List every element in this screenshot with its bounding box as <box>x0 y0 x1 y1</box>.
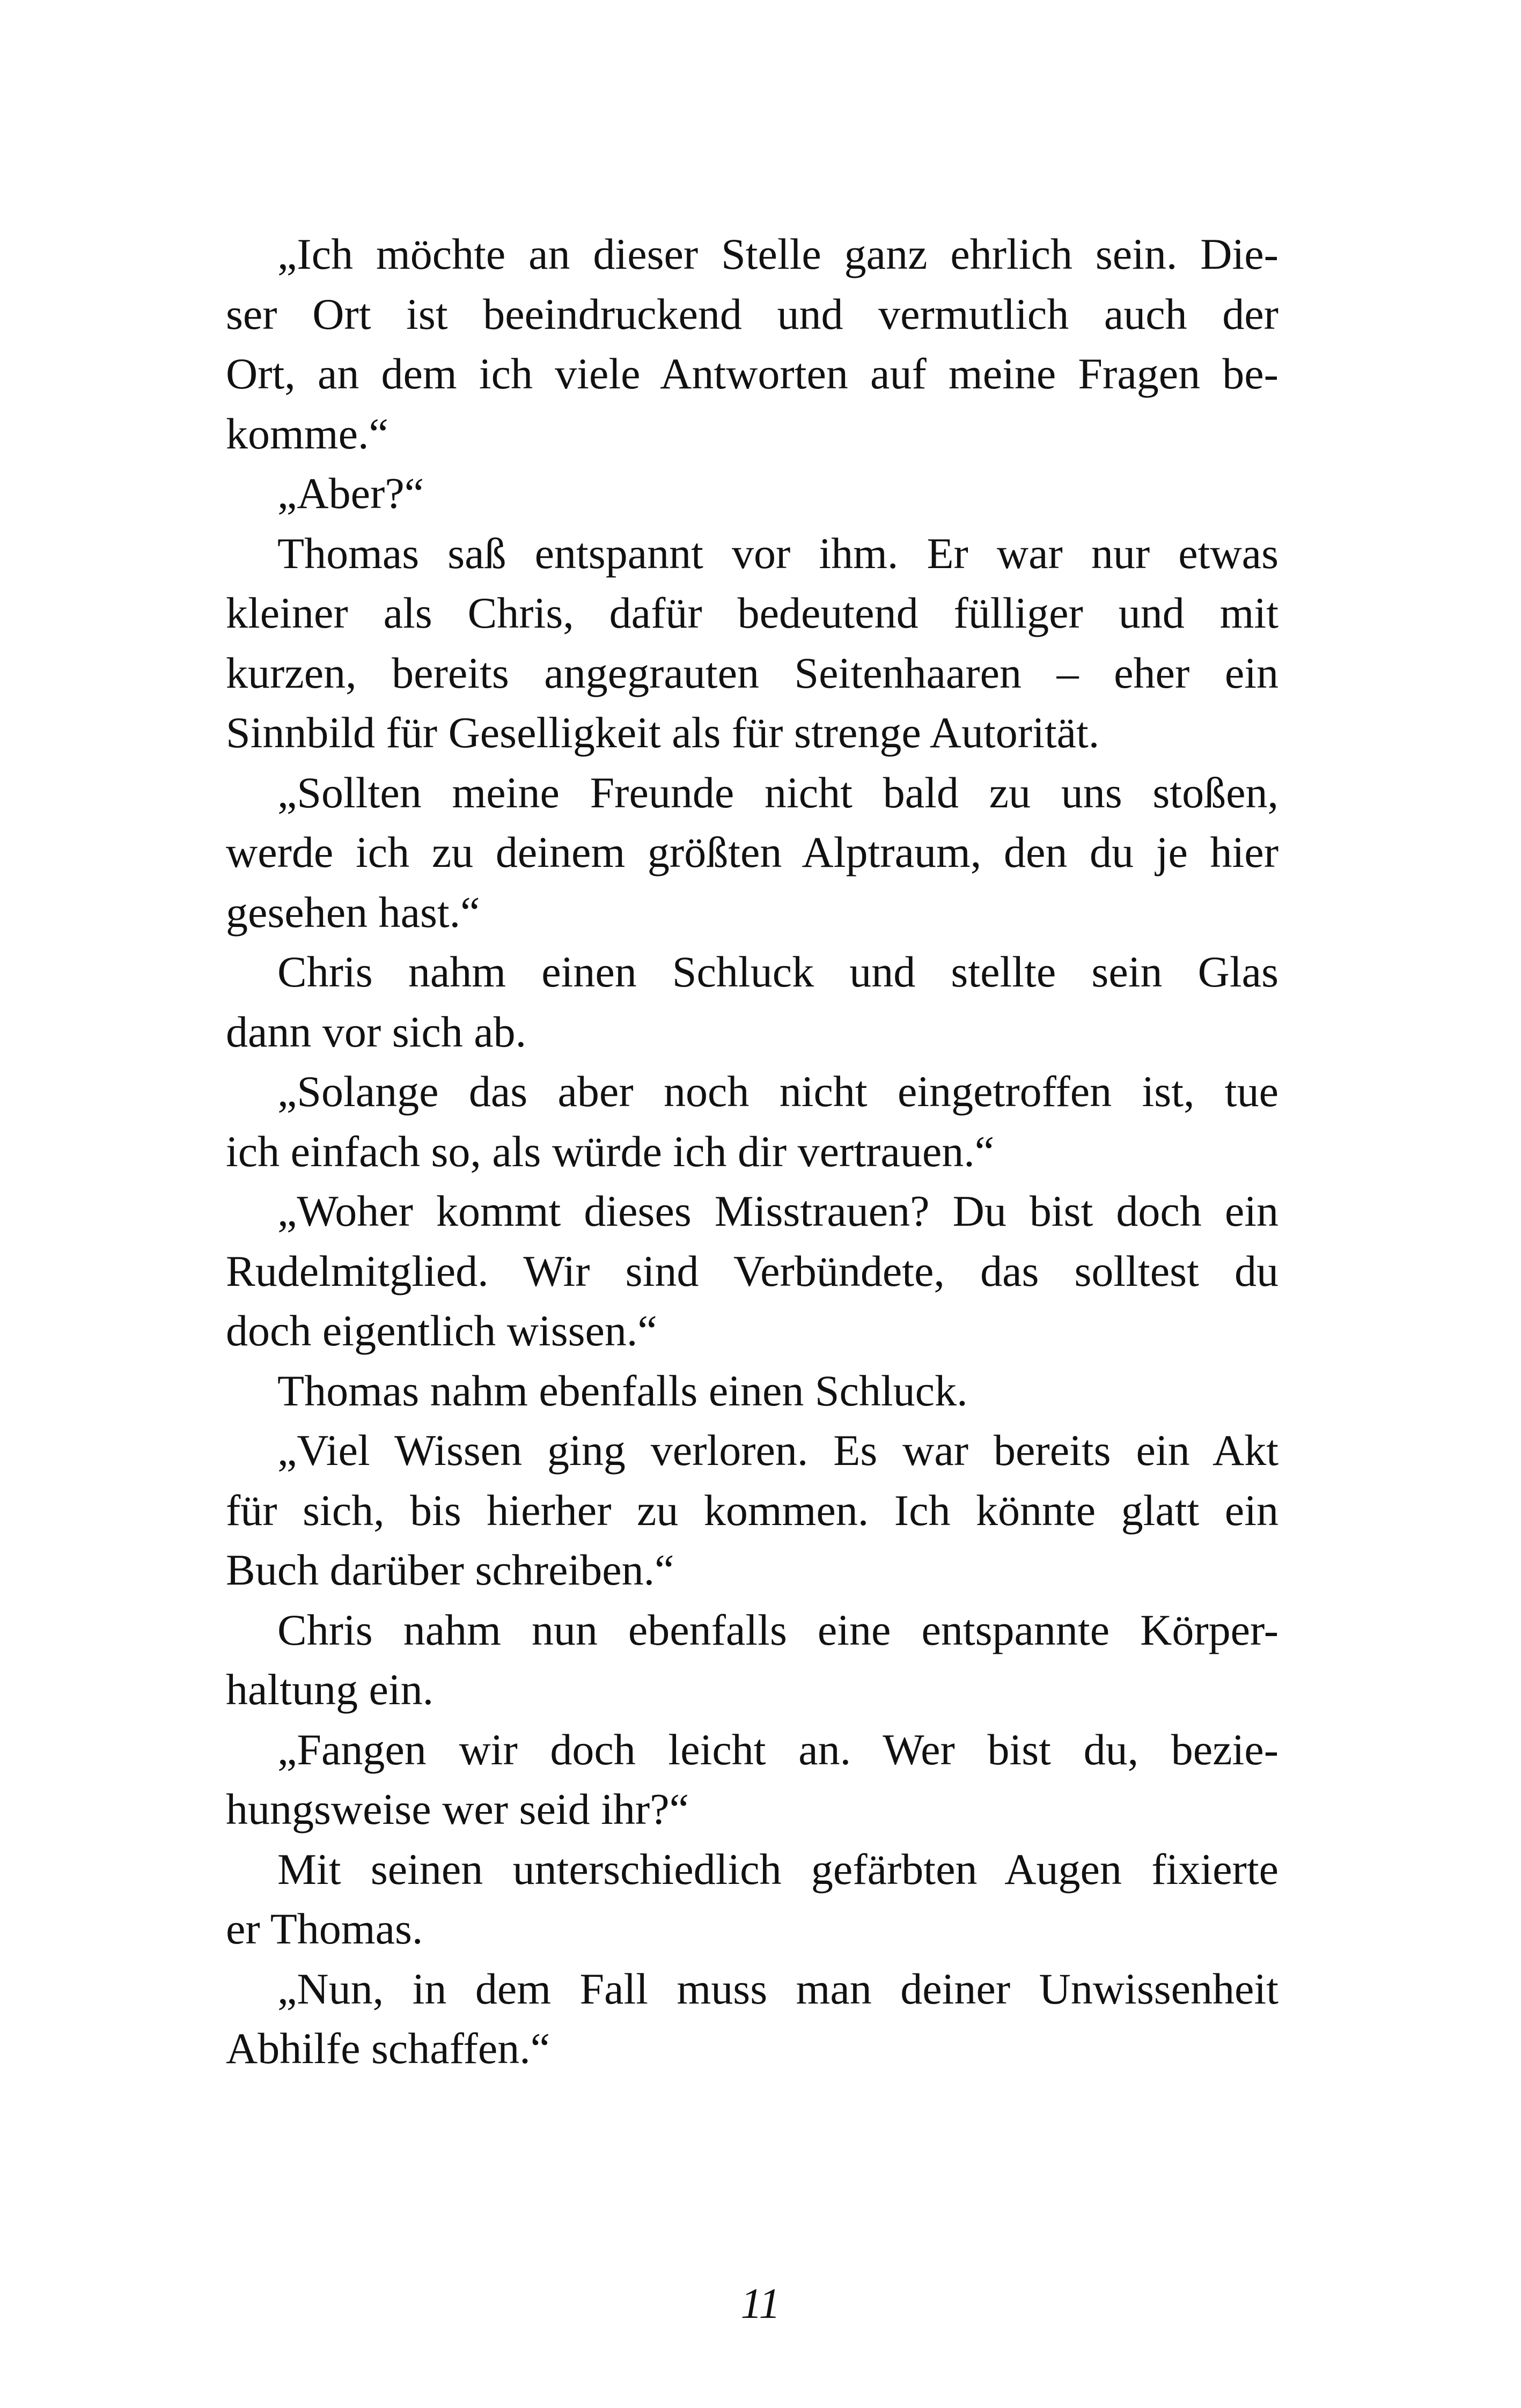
paragraph <box>226 463 1278 524</box>
text-line: kurzen, bereits angegrauten Seitenhaaren – eher ein <box>226 648 1278 697</box>
text-line: haltung ein. <box>226 1665 434 1714</box>
paragraph <box>226 1959 1278 2079</box>
text-line: Thomas saß entspannt vor ihm. Er war nur etwas <box>277 528 1278 578</box>
paragraph <box>226 1720 1278 1839</box>
text-line: „Viel Wissen ging verloren. Es war bereits ein Akt <box>277 1426 1278 1475</box>
text-line: werde ich zu deinem größten Alptraum, den du je hier <box>226 828 1278 877</box>
text-line: ich einfach so, als würde ich dir vertrauen.“ <box>226 1126 995 1176</box>
paragraph <box>226 763 1278 942</box>
text-line: Buch darüber schreiben.“ <box>226 1545 674 1594</box>
page-number: 11 <box>740 2280 781 2328</box>
body-text <box>226 224 1278 2079</box>
text-line: hungsweise wer seid ihr?“ <box>226 1785 689 1833</box>
text-line: „Fangen wir doch leicht an. Wer bist du, bezie- <box>277 1725 1278 1774</box>
text-line: „Aber?“ <box>277 469 424 518</box>
paragraph <box>226 1361 1278 1421</box>
text-line: gesehen hast.“ <box>226 887 480 937</box>
text-line: Rudelmitglied. Wir sind Verbündete, das solltest du <box>226 1246 1278 1295</box>
text-line: für sich, bis hierher zu kommen. Ich könnte glatt ein <box>226 1485 1278 1535</box>
text-line: kleiner als Chris, dafür bedeutend fülliger und mit <box>226 588 1278 637</box>
text-line: Thomas nahm ebenfalls einen Schluck. <box>277 1366 968 1415</box>
paragraph <box>226 1420 1278 1600</box>
text-line: ser Ort ist beeindruckend und vermutlich auch der <box>226 289 1278 338</box>
text-line: doch eigentlich wissen.“ <box>226 1306 657 1355</box>
text-line: „Woher kommt dieses Misstrauen? Du bist doch ein <box>277 1187 1278 1235</box>
text-line: Mit seinen unterschiedlich gefärbten Augen fixierte <box>277 1844 1278 1894</box>
text-line: Chris nahm einen Schluck und stellte sein Glas <box>277 947 1278 996</box>
text-line: „Solange das aber noch nicht eingetroffen ist, tue <box>277 1067 1278 1116</box>
text-line: er Thomas. <box>226 1904 423 1953</box>
text-line: komme.“ <box>226 409 388 458</box>
paragraph <box>226 1600 1278 1720</box>
text-line: Sinnbild für Geselligkeit als für strenge Autorität. <box>226 708 1100 757</box>
text-line: dann vor sich ab. <box>226 1007 527 1056</box>
paragraph <box>226 1839 1278 1959</box>
paragraph <box>226 942 1278 1062</box>
text-line: „Sollten meine Freunde nicht bald zu uns stoßen, <box>277 768 1278 817</box>
paragraph <box>226 1181 1278 1361</box>
paragraph <box>226 224 1278 463</box>
paragraph <box>226 524 1278 763</box>
text-line: „Nun, in dem Fall muss man deiner Unwissenheit <box>277 1964 1278 2013</box>
text-line: Chris nahm nun ebenfalls eine entspannte Körper- <box>277 1605 1278 1654</box>
paragraph <box>226 1062 1278 1181</box>
text-line: Ort, an dem ich viele Antworten auf meine Fragen be- <box>226 349 1278 398</box>
text-line: Abhilfe schaffen.“ <box>226 2024 550 2073</box>
text-line: „Ich möchte an dieser Stelle ganz ehrlich sein. Die- <box>277 230 1278 278</box>
